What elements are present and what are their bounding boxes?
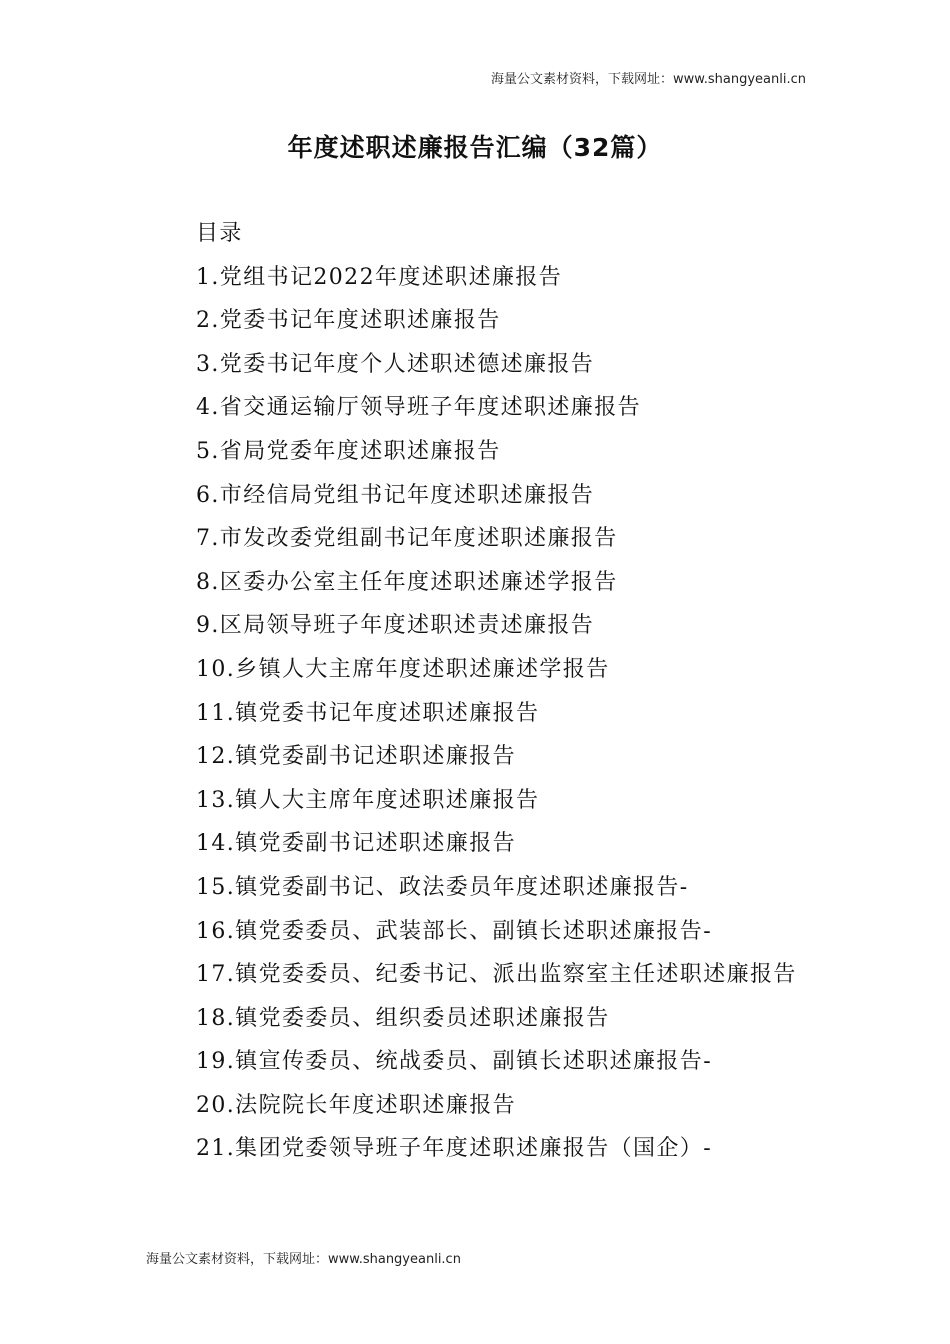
- toc-item: 10.乡镇人大主席年度述职述廉述学报告: [196, 656, 610, 682]
- toc-item: 6.市经信局党组书记年度述职述廉报告: [196, 482, 595, 508]
- document-title: 年度述职述廉报告汇编（32篇）: [287, 133, 663, 162]
- toc-item: 3.党委书记年度个人述职述德述廉报告: [196, 351, 595, 377]
- toc-item: 19.镇宣传委员、统战委员、副镇长述职述廉报告-: [196, 1049, 713, 1075]
- toc-item: 15.镇党委副书记、政法委员年度述职述廉报告-: [196, 874, 689, 900]
- toc-item: 9.区局领导班子年度述职述责述廉报告: [196, 613, 595, 639]
- footer-note: 海量公文素材资料，下载网址：www.shangyeanli.cn: [146, 1252, 461, 1267]
- header-note: 海量公文素材资料，下载网址：www.shangyeanli.cn: [491, 72, 806, 87]
- toc-item: 4.省交通运输厅领导班子年度述职述廉报告: [196, 395, 641, 421]
- toc-item: 18.镇党委委员、组织委员述职述廉报告: [196, 1005, 610, 1031]
- toc-item: 2.党委书记年度述职述廉报告: [196, 308, 501, 334]
- toc-item: 14.镇党委副书记述职述廉报告: [196, 831, 516, 857]
- toc-item: 20.法院院长年度述职述廉报告: [196, 1092, 516, 1118]
- toc-item: 11.镇党委书记年度述职述廉报告: [196, 700, 540, 726]
- toc-item: 12.镇党委副书记述职述廉报告: [196, 744, 516, 770]
- toc-heading: 目录: [196, 221, 243, 246]
- toc-item: 13.镇人大主席年度述职述廉报告: [196, 787, 540, 813]
- table-of-contents: [146, 212, 811, 1171]
- toc-item: 1.党组书记2022年度述职述廉报告: [196, 264, 563, 290]
- toc-item: 17.镇党委委员、纪委书记、派出监察室主任述职述廉报告: [196, 962, 797, 988]
- toc-item: 21.集团党委领导班子年度述职述廉报告（国企）-: [196, 1136, 713, 1162]
- toc-item: 7.市发改委党组副书记年度述职述廉报告: [196, 526, 618, 552]
- toc-item: 8.区委办公室主任年度述职述廉述学报告: [196, 569, 618, 595]
- toc-item: 16.镇党委委员、武装部长、副镇长述职述廉报告-: [196, 918, 713, 944]
- toc-item: 5.省局党委年度述职述廉报告: [196, 438, 501, 464]
